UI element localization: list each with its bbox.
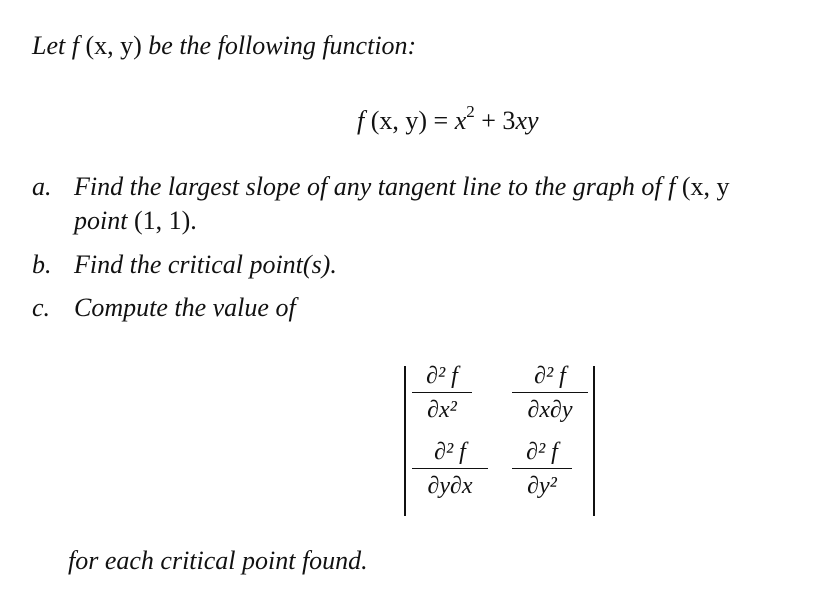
formula-rest: + 3 (474, 106, 516, 135)
hessian-determinant (400, 360, 600, 520)
item-a-text-main: Find the largest slope of any tangent line to the graph of (74, 172, 669, 201)
fraction-denominator: ∂y∂x (427, 473, 473, 500)
intro-suffix: be the following function: (141, 31, 417, 60)
item-a-text (74, 171, 729, 203)
closing-sentence: for each critical point found. (68, 546, 368, 575)
determinant-cell-fxx (412, 362, 472, 424)
item-a-continuation (74, 205, 197, 237)
formula-x: x (454, 106, 467, 135)
formula-xy: xy (515, 106, 539, 135)
fraction-bar (512, 468, 572, 469)
intro-prefix: Let (32, 31, 72, 60)
intro-sentence (32, 30, 416, 62)
determinant-cell-fyy (512, 438, 572, 500)
determinant-cell-fyx (412, 438, 488, 500)
fraction-denominator: ∂y² (527, 473, 557, 500)
item-a-letter: a. (32, 172, 52, 201)
item-b-text: Find the critical point(s). (74, 250, 337, 279)
item-b-letter: b. (32, 250, 52, 279)
fraction-denominator: ∂x² (427, 397, 457, 424)
intro-function-args: (x, y) (78, 31, 142, 60)
fraction-bar (412, 468, 488, 469)
item-a-text-f: f (668, 172, 676, 201)
item-a-text-tail: (x, y (675, 172, 730, 201)
fraction-bar (512, 392, 588, 393)
fraction-bar (412, 392, 472, 393)
determinant-right-bar (593, 366, 595, 516)
determinant-left-bar (404, 366, 406, 516)
item-a-cont-coords: (1, 1). (127, 206, 197, 235)
formula-lhs-f: f (357, 106, 365, 135)
item-c-letter: c. (32, 293, 51, 322)
determinant-cell-fxy (512, 362, 588, 424)
formula-lhs-args: (x, y) = (364, 106, 455, 135)
item-c-text: Compute the value of (74, 293, 296, 322)
item-a-cont-point: point (74, 206, 128, 235)
fraction-numerator: ∂² f (534, 363, 566, 389)
fraction-numerator: ∂² f (434, 439, 466, 465)
fraction-denominator: ∂x∂y (527, 397, 573, 424)
formula-exponent: 2 (466, 102, 475, 122)
fraction-numerator: ∂² f (426, 363, 458, 389)
intro-function-name: f (71, 31, 79, 60)
fraction-numerator: ∂² f (526, 439, 558, 465)
function-formula (357, 102, 539, 137)
